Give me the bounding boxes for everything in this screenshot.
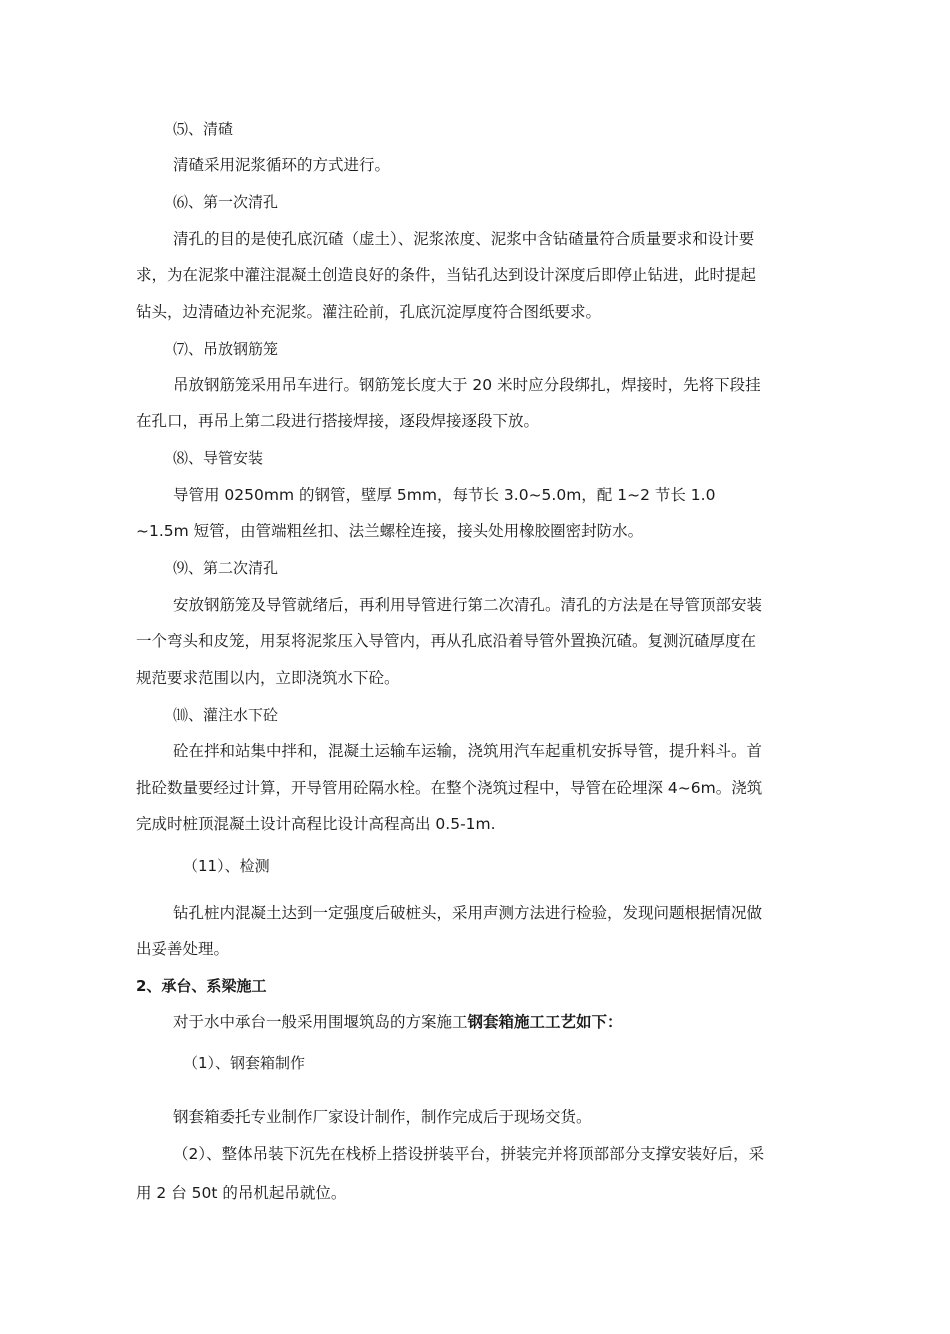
paragraph-text: 对于水中承台一般采用围堰筑岛的方案施工 (173, 1013, 468, 1031)
paragraph-line: 规范要求范围以内，立即浇筑水下砼。 (136, 669, 400, 687)
paragraph-line: 钻头，边清碴边补充泥浆。灌注砼前，孔底沉淀厚度符合图纸要求。 (136, 303, 602, 321)
paragraph-line: 出妥善处理。 (136, 940, 230, 958)
paragraph-line: 批砼数量要经过计算，开导管用砼隔水栓。在整个浇筑过程中，导管在砼埋深 4~6m。浇筑 (136, 779, 763, 797)
section-8-heading: ⑻、导管安装 (173, 449, 264, 467)
section-5-heading: ⑸、清碴 (173, 120, 234, 138)
subsection-1-heading: （1）、钢套箱制作 (183, 1054, 306, 1072)
paragraph-line: （2）、整体吊装下沉先在栈桥上搭设拼装平台，拼装完并将顶部部分支撑安装好后，采 (173, 1145, 765, 1163)
paragraph-line: 安放钢筋笼及导管就绪后，再利用导管进行第二次清孔。清孔的方法是在导管顶部安装 (173, 596, 763, 614)
paragraph-line: 一个弯头和皮笼，用泵将泥浆压入导管内，再从孔底沿着导管外置换沉碴。复测沉碴厚度在 (136, 632, 757, 650)
paragraph-line: 在孔口，再吊上第二段进行搭接焊接，逐段焊接逐段下放。 (136, 412, 540, 430)
paragraph-line: ~1.5m 短管，由管端粗丝扣、法兰螺栓连接，接头处用橡胶圈密封防水。 (136, 522, 644, 540)
paragraph-line: 求，为在泥浆中灌注混凝土创造良好的条件，当钻孔达到设计深度后即停止钻进，此时提起 (136, 266, 757, 284)
paragraph-line: 用 2 台 50t 的吊机起吊就位。 (136, 1184, 347, 1202)
paragraph-bold-text: 钢套箱施工工艺如下： (467, 1013, 623, 1031)
paragraph-line: 完成时桩顶混凝土设计高程比设计高程高出 0.5-1m. (136, 815, 496, 833)
paragraph-line (173, 1012, 623, 1032)
section-10-heading: ⑽、灌注水下砼 (173, 706, 279, 724)
paragraph-line: 吊放钢筋笼采用吊车进行。钢筋笼长度大于 20 米时应分段绑扎，焊接时，先将下段挂 (173, 376, 761, 394)
paragraph-line: 清碴采用泥浆循环的方式进行。 (173, 156, 391, 174)
paragraph-line: 钢套箱委托专业制作厂家设计制作，制作完成后于现场交货。 (173, 1108, 592, 1126)
section-11-heading: （11）、检测 (183, 857, 270, 875)
section-6-heading: ⑹、第一次清孔 (173, 193, 279, 211)
paragraph-line: 清孔的目的是使孔底沉碴（虚土）、泥浆浓度、泥浆中含钻碴量符合质量要求和设计要 (173, 230, 755, 248)
paragraph-line: 砼在拌和站集中拌和，混凝土运输车运输，浇筑用汽车起重机安拆导管，提升料斗。首 (173, 742, 763, 760)
section-9-heading: ⑼、第二次清孔 (173, 559, 279, 577)
paragraph-line: 钻孔桩内混凝土达到一定强度后破桩头，采用声测方法进行检验，发现问题根据情况做 (173, 904, 763, 922)
paragraph-line: 导管用 0250mm 的钢管，壁厚 5mm，每节长 3.0~5.0m，配 1~2 节长 1.0 (173, 486, 716, 504)
section-7-heading: ⑺、吊放钢筋笼 (173, 340, 279, 358)
section-2-heading: 2、承台、系梁施工 (136, 977, 267, 995)
